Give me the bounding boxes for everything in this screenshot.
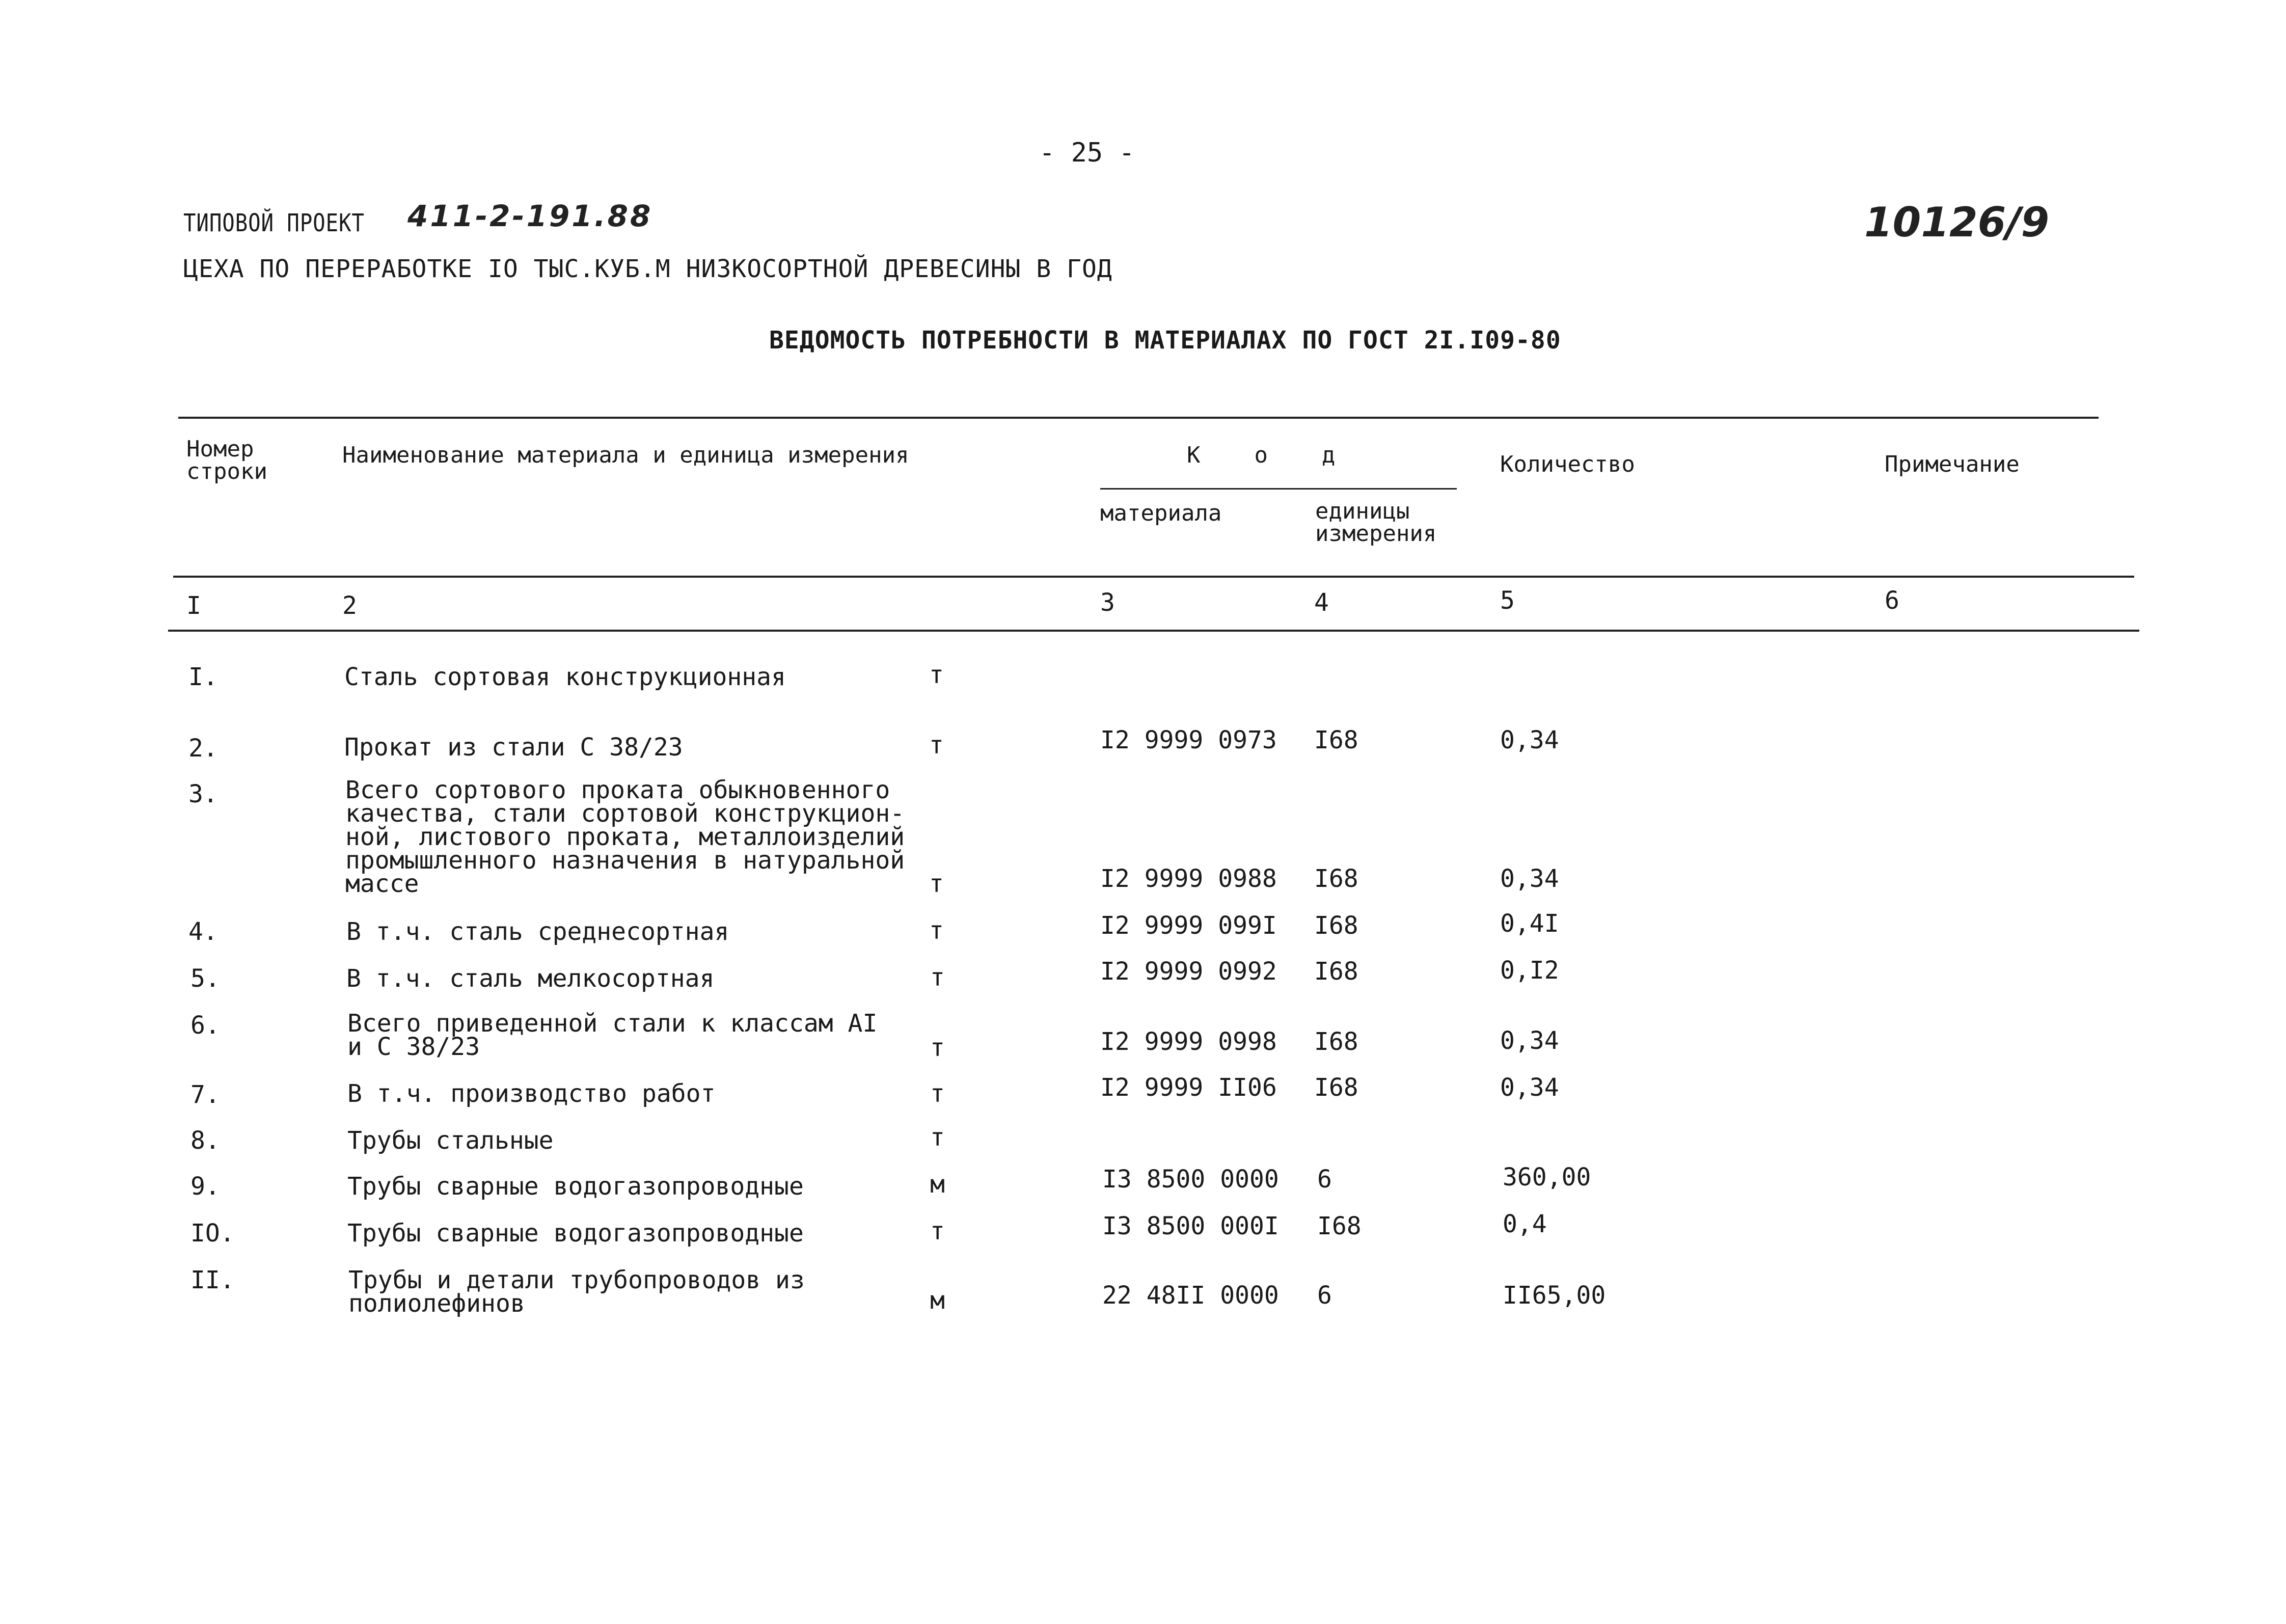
column-number-5: 5	[1500, 586, 1515, 615]
header-row-number: Номер строки	[186, 436, 267, 484]
page-number: - 25 -	[1039, 138, 1135, 168]
row-6-number: 6.	[190, 1011, 220, 1040]
row-6-unit: т	[930, 1034, 945, 1062]
code-group-rule	[1100, 488, 1457, 490]
row-5-unit: т	[930, 963, 945, 992]
row-5-number: 5.	[190, 964, 220, 993]
row-10-unit: т	[930, 1217, 945, 1246]
row-6-code-unit: I68	[1314, 1027, 1358, 1056]
column-numbers-rule	[168, 630, 2139, 632]
project-number-handwritten: 411-2-191.88	[407, 199, 653, 233]
row-10-code-unit: I68	[1317, 1212, 1362, 1240]
row-7-code-material: I2 9999 II06	[1100, 1073, 1277, 1102]
row-7-number: 7.	[190, 1080, 220, 1109]
row-4-quantity: 0,4I	[1500, 909, 1559, 938]
header-name: Наименование материала и единица измерения	[342, 442, 909, 468]
row-11-number: II.	[190, 1266, 235, 1294]
row-3-number: 3.	[188, 780, 218, 808]
row-6-quantity: 0,34	[1500, 1026, 1559, 1055]
row-3-quantity: 0,34	[1500, 864, 1559, 893]
row-4-name: В т.ч. сталь среднесортная	[346, 917, 729, 946]
row-2-unit: т	[929, 731, 944, 760]
row-10-name: Трубы сварные водогазопроводные	[347, 1219, 804, 1248]
row-3-code-material: I2 9999 0988	[1100, 864, 1277, 893]
row-11-name: Трубы и детали трубопроводов из полиолефинов	[348, 1266, 805, 1318]
row-5-quantity: 0,I2	[1500, 956, 1559, 985]
row-9-quantity: 360,00	[1503, 1163, 1591, 1192]
row-11-code-unit: 6	[1317, 1281, 1332, 1310]
row-6-code-material: I2 9999 0998	[1100, 1027, 1277, 1056]
row-4-code-unit: I68	[1314, 911, 1358, 940]
row-11-unit: м	[930, 1286, 945, 1315]
row-3-name: Всего сортового проката обыкновенного качества, стали сортовой конструкцион-ной, листового проката, металлоизделий промышленного назначения в натуральной массе	[345, 776, 905, 898]
column-number-3: 3	[1100, 588, 1115, 617]
row-11-code-material: 22 48II 0000	[1102, 1281, 1279, 1310]
row-8-number: 8.	[190, 1126, 220, 1155]
row-9-unit: м	[930, 1170, 945, 1199]
header-bottom-rule	[173, 576, 2134, 578]
row-2-code-unit: I68	[1314, 726, 1358, 754]
column-number-1: I	[186, 591, 201, 620]
table-top-rule	[178, 417, 2099, 419]
column-number-6: 6	[1885, 586, 1899, 615]
row-9-code-material: I3 8500 0000	[1102, 1165, 1279, 1194]
row-8-unit: т	[930, 1123, 945, 1152]
row-9-name: Трубы сварные водогазопроводные	[347, 1172, 804, 1201]
document-subtitle: ЦЕХА ПО ПЕРЕРАБОТКЕ IO ТЫС.КУБ.М НИЗКОСОРТНОЙ ДРЕВЕСИНЫ В ГОД	[183, 255, 1112, 283]
row-6-name: Всего приведенной стали к классам AI и С 38/23	[347, 1009, 878, 1061]
row-7-unit: т	[930, 1079, 945, 1108]
header-note: Примечание	[1885, 451, 2020, 477]
row-2-quantity: 0,34	[1500, 726, 1559, 754]
row-7-name: В т.ч. производство работ	[347, 1079, 716, 1108]
row-10-code-material: I3 8500 000I	[1102, 1212, 1279, 1240]
project-line	[183, 199, 653, 237]
row-2-code-material: I2 9999 0973	[1100, 726, 1277, 754]
header-code-unit: единицы измерения	[1315, 498, 1437, 547]
row-11-quantity: II65,00	[1503, 1281, 1606, 1310]
row-9-code-unit: 6	[1317, 1165, 1332, 1194]
row-1-number: I.	[188, 663, 218, 691]
header-code-material: материала	[1100, 500, 1222, 526]
row-10-number: IO.	[190, 1219, 235, 1248]
row-5-code-material: I2 9999 0992	[1100, 957, 1277, 986]
row-2-number: 2.	[188, 734, 218, 763]
row-8-name: Трубы стальные	[347, 1126, 554, 1155]
row-7-quantity: 0,34	[1500, 1073, 1559, 1102]
row-3-unit: т	[929, 870, 944, 898]
row-9-number: 9.	[190, 1172, 220, 1201]
document-title: ВЕДОМОСТЬ ПОТРЕБНОСТИ В МАТЕРИАЛАХ ПО ГОСТ 2I.I09-80	[769, 326, 1561, 355]
row-3-code-unit: I68	[1314, 864, 1358, 893]
row-4-code-material: I2 9999 099I	[1100, 911, 1277, 940]
row-7-code-unit: I68	[1314, 1073, 1358, 1102]
header-quantity: Количество	[1500, 451, 1635, 477]
column-number-4: 4	[1314, 588, 1329, 617]
archive-number-handwritten: 10126/9	[1864, 199, 2050, 246]
row-1-name: Сталь сортовая конструкционная	[344, 663, 786, 691]
header-code: К о д	[1187, 442, 1336, 468]
row-5-code-unit: I68	[1314, 957, 1358, 986]
row-1-unit: т	[929, 661, 944, 689]
row-5-name: В т.ч. сталь мелкосортная	[346, 964, 715, 993]
project-label: ТИПОВОЙ ПРОЕКТ	[183, 209, 365, 237]
row-2-name: Прокат из стали С 38/23	[344, 733, 683, 762]
column-number-2: 2	[342, 591, 357, 620]
row-4-number: 4.	[188, 917, 218, 946]
row-4-unit: т	[929, 916, 944, 945]
row-10-quantity: 0,4	[1503, 1210, 1547, 1238]
